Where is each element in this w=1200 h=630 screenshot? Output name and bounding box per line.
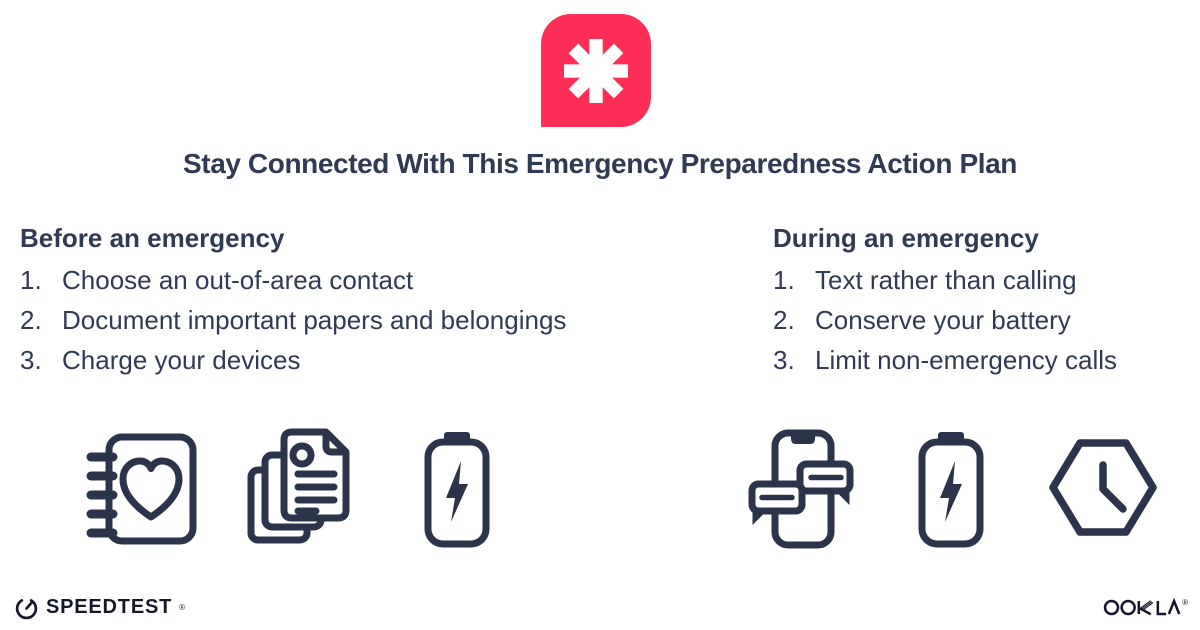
list-item xyxy=(20,260,720,300)
list-number: 3. xyxy=(773,345,795,375)
list-number: 2. xyxy=(20,305,42,335)
speedtest-logo xyxy=(14,595,185,620)
list-number: 2. xyxy=(773,305,795,335)
speedtest-gauge-icon xyxy=(14,595,39,620)
documents-icon xyxy=(246,426,352,548)
battery-charge-icon xyxy=(423,430,491,549)
battery-charge-icon xyxy=(917,430,985,549)
section-heading-during: During an emergency xyxy=(773,223,1039,253)
list-item xyxy=(773,260,1193,300)
page-title: Stay Connected With This Emergency Preparedness Action Plan xyxy=(183,148,1017,179)
list-item xyxy=(773,340,1193,380)
list-item xyxy=(20,340,720,380)
hexagon-clock-icon xyxy=(1046,434,1160,541)
list-item-text: Conserve your battery xyxy=(815,305,1071,335)
ookla-logo xyxy=(1103,598,1188,617)
before-emergency-section xyxy=(20,221,720,380)
before-emergency-list xyxy=(20,260,720,380)
notebook-heart-icon xyxy=(85,431,197,545)
list-item-text: Choose an out-of-area contact xyxy=(62,265,414,295)
list-number: 1. xyxy=(773,265,795,295)
list-item-text: Document important papers and belongings xyxy=(62,305,567,335)
speedtest-wordmark: SPEEDTEST xyxy=(46,596,173,618)
list-number: 1. xyxy=(20,265,42,295)
asterisk-icon xyxy=(564,39,628,103)
speedtest-trademark: ® xyxy=(179,603,186,612)
during-emergency-section xyxy=(773,221,1193,380)
list-item xyxy=(20,300,720,340)
list-item-text: Text rather than calling xyxy=(815,265,1077,295)
phone-messages-icon xyxy=(748,428,854,550)
list-item-text: Limit non-emergency calls xyxy=(815,345,1118,375)
ookla-wordmark xyxy=(1103,598,1181,617)
list-item xyxy=(773,300,1193,340)
during-emergency-list xyxy=(773,260,1193,380)
list-number: 3. xyxy=(20,345,42,375)
emergency-badge xyxy=(541,14,651,127)
ookla-trademark: ® xyxy=(1182,598,1188,607)
section-heading-before: Before an emergency xyxy=(20,223,285,253)
list-item-text: Charge your devices xyxy=(62,345,301,375)
